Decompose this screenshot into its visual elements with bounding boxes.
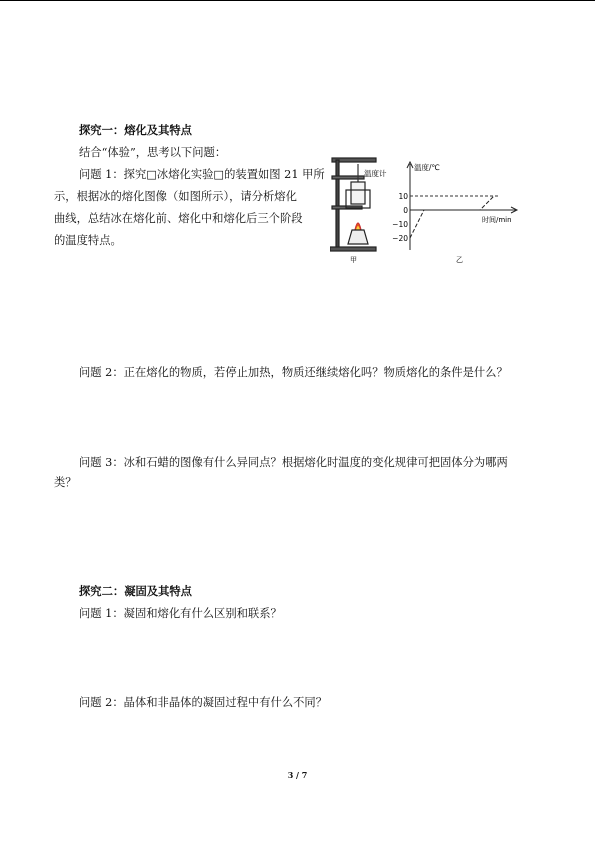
y-tick-0: 0 [403,206,408,215]
section1-intro: 结合“体验”，思考以下问题： [79,146,227,159]
section2-q1: 问题 1：凝固和熔化有什么区别和联系？ [79,607,282,620]
section2-q2: 问题 2：晶体和非晶体的凝固过程中有什么不同？ [79,696,328,709]
section1-q1-line3: 曲线，总结冰在熔化前、熔化中和熔化后三个阶段 [54,212,303,225]
melting-experiment-figure [330,154,520,266]
page-number: 3 / 7 [287,770,308,780]
section1-q1-line1: 问题 1：探究□冰熔化实验□的装置如图 21 甲所 [79,168,325,181]
stand-rod [336,160,339,248]
section1-q1-line2: 示，根据冰的熔化图像（如图所示），请分析熔化 [54,190,297,203]
test-tube [351,182,365,204]
caption-jia: 甲 [350,256,357,264]
melting-curve-chart [392,162,517,264]
thermometer-label: 温度计 [364,169,387,178]
page-top-rule [0,0,595,1]
caption-yi: 乙 [456,256,463,264]
x-axis-label: 时间/min [482,216,512,224]
section1-q3-line1: 问题 3：冰和石蜡的图像有什么异同点？根据熔化时温度的变化规律可把固体分为哪两 [79,456,508,469]
section2-heading: 探究二：凝固及其特点 [79,585,192,598]
y-axis-label: 温度/℃ [414,163,440,172]
y-tick-neg20: −20 [392,234,408,243]
clamp-arm-upper [332,176,364,179]
section1-q3-line2: 类？ [54,476,77,489]
stand-base [330,247,376,251]
alcohol-lamp [348,230,368,244]
section1-q1-line4: 的温度特点。 [54,234,122,247]
y-tick-neg10: −10 [392,220,408,229]
y-tick-10: 10 [398,192,408,201]
section1-q2: 问题 2：正在熔化的物质，若停止加热，物质还继续熔化吗？物质熔化的条件是什么？ [79,366,508,379]
figure-svg [330,154,520,266]
section1-heading: 探究一：熔化及其特点 [79,124,192,137]
